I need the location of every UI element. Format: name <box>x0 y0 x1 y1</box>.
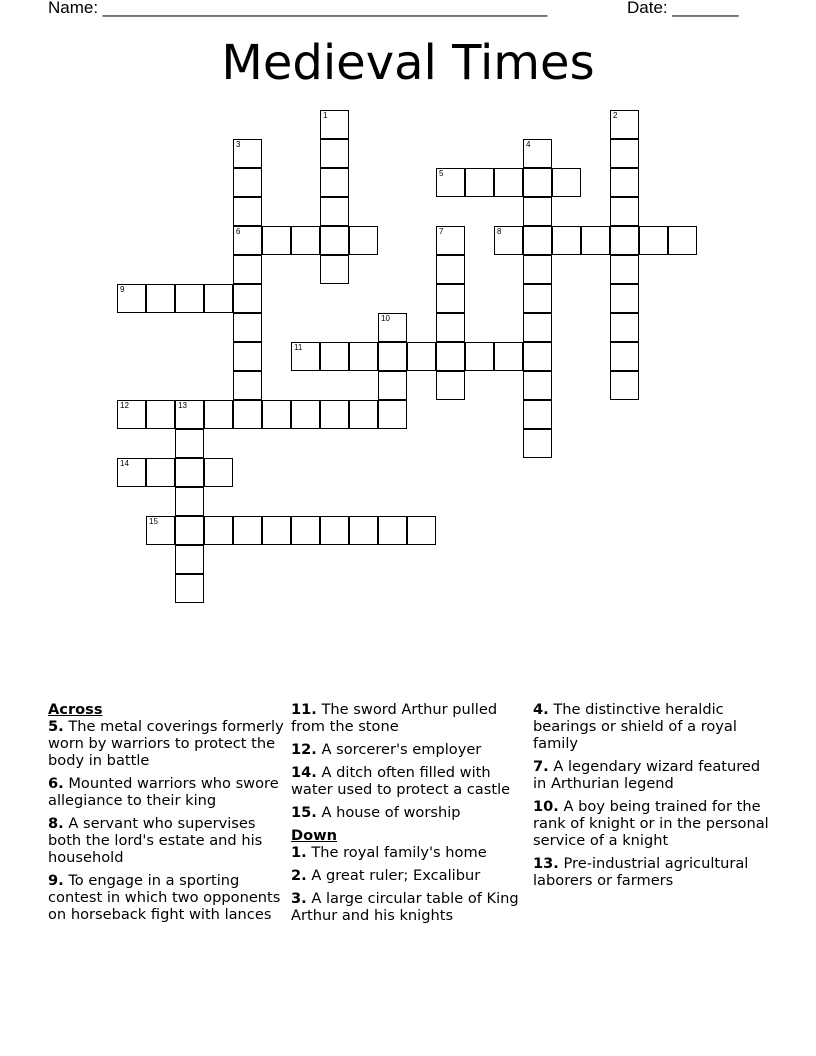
clue-text: A ditch often filled with water used to protect a castle <box>291 764 511 798</box>
grid-cell[interactable] <box>233 226 262 255</box>
grid-cell[interactable] <box>146 516 175 545</box>
grid-cell[interactable] <box>233 516 262 545</box>
clue-across-9 <box>48 872 284 923</box>
clue-number: 1. <box>291 844 307 861</box>
grid-cell[interactable] <box>523 429 552 458</box>
clue-across-5 <box>48 718 284 769</box>
grid-cell[interactable] <box>436 342 465 371</box>
grid-cell[interactable] <box>610 342 639 371</box>
clue-text: The metal coverings formerly worn by warriors to protect the body in battle <box>48 718 284 769</box>
grid-cell[interactable] <box>668 226 697 255</box>
cell-number: 15 <box>149 517 158 526</box>
grid-cell[interactable] <box>175 487 204 516</box>
grid-cell[interactable] <box>610 139 639 168</box>
clue-across-14 <box>291 764 527 798</box>
cell-number: 1 <box>323 111 328 120</box>
clue-number: 2. <box>291 867 307 884</box>
clue-across-6 <box>48 775 284 809</box>
grid-cell[interactable] <box>175 574 204 603</box>
cell-number: 3 <box>236 140 241 149</box>
clue-number: 15. <box>291 804 317 821</box>
grid-cell[interactable] <box>233 400 262 429</box>
grid-cell[interactable] <box>233 342 262 371</box>
cell-number: 10 <box>381 314 390 323</box>
grid-cell[interactable] <box>436 284 465 313</box>
grid-cell[interactable] <box>320 255 349 284</box>
grid-cell[interactable] <box>523 197 552 226</box>
grid-cell[interactable] <box>436 226 465 255</box>
grid-cell[interactable] <box>523 284 552 313</box>
grid-cell[interactable] <box>233 371 262 400</box>
clue-number: 11. <box>291 701 317 718</box>
grid-cell[interactable] <box>175 400 204 429</box>
clue-number: 9. <box>48 872 64 889</box>
grid-cell[interactable] <box>378 313 407 342</box>
grid-cell[interactable] <box>204 516 233 545</box>
grid-cell[interactable] <box>552 168 581 197</box>
clue-text: The sword Arthur pulled from the stone <box>291 701 498 735</box>
grid-cell[interactable] <box>204 284 233 313</box>
clue-across-12 <box>291 741 527 758</box>
name-field-label: Name: _______________________________________________ <box>48 0 548 17</box>
grid-cell[interactable] <box>204 458 233 487</box>
clue-across-15 <box>291 804 527 821</box>
across-heading: Across <box>48 701 103 718</box>
grid-cell[interactable] <box>523 168 552 197</box>
grid-cell[interactable] <box>523 226 552 255</box>
puzzle-title: Medieval Times <box>221 35 595 91</box>
clue-number: 13. <box>533 855 559 872</box>
grid-cell[interactable] <box>233 313 262 342</box>
clue-down-13 <box>533 855 769 889</box>
clue-down-4 <box>533 701 769 752</box>
grid-cell[interactable] <box>436 371 465 400</box>
cell-number: 9 <box>120 285 125 294</box>
clue-text: To engage in a sporting contest in which two opponents on horseback fight with lances <box>48 872 281 923</box>
grid-cell[interactable] <box>610 313 639 342</box>
clue-text: A legendary wizard featured in Arthurian legend <box>533 758 761 792</box>
down-heading: Down <box>291 827 338 844</box>
grid-cell[interactable] <box>117 400 146 429</box>
clues-column-2 <box>291 701 527 930</box>
clue-number: 8. <box>48 815 64 832</box>
grid-cell[interactable] <box>233 168 262 197</box>
grid-cell[interactable] <box>378 516 407 545</box>
clue-text: Mounted warriors who swore allegiance to their king <box>48 775 279 809</box>
cell-number: 4 <box>526 140 531 149</box>
grid-cell[interactable] <box>320 168 349 197</box>
clues-column-3 <box>533 701 769 895</box>
grid-cell[interactable] <box>233 255 262 284</box>
cell-number: 12 <box>120 401 129 410</box>
grid-cell[interactable] <box>262 226 291 255</box>
grid-cell[interactable] <box>610 255 639 284</box>
grid-cell[interactable] <box>175 458 204 487</box>
grid-cell[interactable] <box>465 342 494 371</box>
clue-down-1 <box>291 844 527 861</box>
grid-cell[interactable] <box>436 313 465 342</box>
grid-cell[interactable] <box>320 400 349 429</box>
clue-text: A sorcerer's employer <box>321 741 482 758</box>
clue-down-10 <box>533 798 769 849</box>
grid-cell[interactable] <box>146 400 175 429</box>
grid-cell[interactable] <box>320 516 349 545</box>
grid-cell[interactable] <box>581 226 610 255</box>
grid-cell[interactable] <box>175 545 204 574</box>
grid-cell[interactable] <box>378 400 407 429</box>
grid-cell[interactable] <box>349 226 378 255</box>
grid-cell[interactable] <box>204 400 233 429</box>
clues-column-1 <box>48 701 284 929</box>
clue-number: 5. <box>48 718 64 735</box>
grid-cell[interactable] <box>639 226 668 255</box>
grid-cell[interactable] <box>320 139 349 168</box>
grid-cell[interactable] <box>523 371 552 400</box>
cell-number: 6 <box>236 227 241 236</box>
cell-number: 11 <box>294 343 303 352</box>
clue-number: 14. <box>291 764 317 781</box>
grid-cell[interactable] <box>349 400 378 429</box>
cell-number: 7 <box>439 227 444 236</box>
grid-cell[interactable] <box>320 226 349 255</box>
clue-number: 12. <box>291 741 317 758</box>
grid-cell[interactable] <box>610 371 639 400</box>
grid-cell[interactable] <box>378 371 407 400</box>
date-field-label: Date: _______ <box>627 0 739 17</box>
grid-cell[interactable] <box>117 284 146 313</box>
grid-cell[interactable] <box>262 400 291 429</box>
grid-cell[interactable] <box>320 342 349 371</box>
grid-cell[interactable] <box>291 400 320 429</box>
clue-text: Pre-industrial agricultural laborers or farmers <box>533 855 749 889</box>
grid-cell[interactable] <box>262 516 291 545</box>
clue-number: 4. <box>533 701 549 718</box>
grid-cell[interactable] <box>610 284 639 313</box>
grid-cell[interactable] <box>523 342 552 371</box>
grid-cell[interactable] <box>407 516 436 545</box>
grid-cell[interactable] <box>320 197 349 226</box>
grid-cell[interactable] <box>552 226 581 255</box>
grid-cell[interactable] <box>291 516 320 545</box>
grid-cell[interactable] <box>523 313 552 342</box>
clue-number: 6. <box>48 775 64 792</box>
grid-cell[interactable] <box>465 168 494 197</box>
clue-text: A large circular table of King Arthur and his knights <box>291 890 519 924</box>
clue-number: 7. <box>533 758 549 775</box>
clue-across-11 <box>291 701 527 735</box>
clue-down-3 <box>291 890 527 924</box>
grid-cell[interactable] <box>349 516 378 545</box>
grid-cell[interactable] <box>291 342 320 371</box>
clue-number: 3. <box>291 890 307 907</box>
grid-cell[interactable] <box>494 168 523 197</box>
grid-cell[interactable] <box>523 139 552 168</box>
grid-cell[interactable] <box>349 342 378 371</box>
clue-text: A servant who supervises both the lord's estate and his household <box>48 815 263 866</box>
grid-cell[interactable] <box>436 168 465 197</box>
grid-cell[interactable] <box>233 197 262 226</box>
cell-number: 5 <box>439 169 444 178</box>
grid-cell[interactable] <box>175 429 204 458</box>
grid-cell[interactable] <box>175 516 204 545</box>
grid-cell[interactable] <box>117 458 146 487</box>
grid-cell[interactable] <box>610 110 639 139</box>
clue-text: The distinctive heraldic bearings or shield of a royal family <box>533 701 737 752</box>
grid-cell[interactable] <box>233 139 262 168</box>
grid-cell[interactable] <box>436 255 465 284</box>
grid-cell[interactable] <box>407 342 436 371</box>
grid-cell[interactable] <box>523 255 552 284</box>
grid-cell[interactable] <box>523 400 552 429</box>
grid-cell[interactable] <box>610 168 639 197</box>
grid-cell[interactable] <box>175 284 204 313</box>
clue-down-7 <box>533 758 769 792</box>
grid-cell[interactable] <box>233 284 262 313</box>
grid-cell[interactable] <box>378 342 407 371</box>
grid-cell[interactable] <box>291 226 320 255</box>
cell-number: 8 <box>497 227 502 236</box>
grid-cell[interactable] <box>610 197 639 226</box>
grid-cell[interactable] <box>146 458 175 487</box>
grid-cell[interactable] <box>494 226 523 255</box>
clue-across-8 <box>48 815 284 866</box>
grid-cell[interactable] <box>494 342 523 371</box>
cell-number: 2 <box>613 111 618 120</box>
grid-cell[interactable] <box>610 226 639 255</box>
clue-text: A great ruler; Excalibur <box>311 867 481 884</box>
clue-text: The royal family's home <box>311 844 487 861</box>
grid-cell[interactable] <box>146 284 175 313</box>
cell-number: 13 <box>178 401 187 410</box>
clue-text: A house of worship <box>321 804 461 821</box>
clue-number: 10. <box>533 798 559 815</box>
cell-number: 14 <box>120 459 129 468</box>
clue-down-2 <box>291 867 527 884</box>
clue-text: A boy being trained for the rank of knight or in the personal service of a knight <box>533 798 769 849</box>
grid-cell[interactable] <box>320 110 349 139</box>
